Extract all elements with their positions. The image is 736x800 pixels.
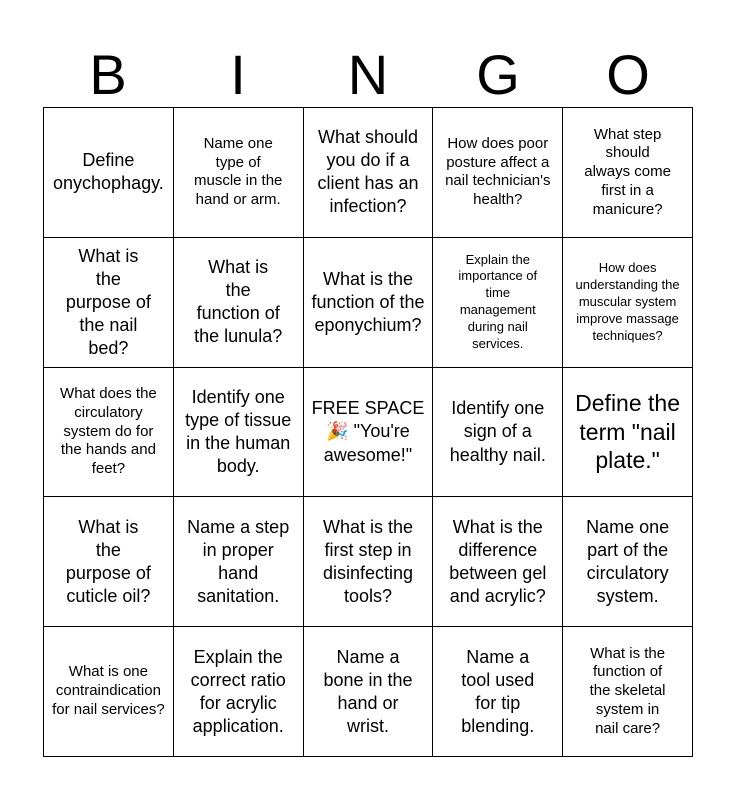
bingo-cell-r3-c1[interactable] <box>44 368 174 498</box>
cell-text: What is the function of the lunula? <box>194 257 283 347</box>
bingo-cell-r4-c5[interactable] <box>563 497 693 627</box>
cell-text: How does poor posture affect a nail technician's health? <box>445 134 551 209</box>
free-space-cell[interactable] <box>304 368 434 498</box>
cell-text: Name a bone in the hand or wrist. <box>323 646 413 736</box>
bingo-cell-r3-c5[interactable] <box>563 368 693 498</box>
cell-text: What step should always come first in a manicure? <box>584 125 671 218</box>
bingo-cell-r1-c3[interactable] <box>304 108 434 238</box>
cell-text: How does understanding the muscular system improve massage techniques? <box>575 259 680 343</box>
bingo-cell-r5-c5[interactable] <box>563 627 693 757</box>
cell-text: What is the first step in disinfecting tools? <box>322 516 414 606</box>
cell-text: Name a tool used for tip blending. <box>461 646 535 736</box>
bingo-cell-r2-c3[interactable] <box>304 238 434 368</box>
cell-text: Name one type of muscle in the hand or arm. <box>194 134 283 209</box>
cell-text: What is one contraindication for nail services? <box>52 663 165 718</box>
header-letter-g: G <box>476 43 520 106</box>
bingo-cell-r4-c4[interactable] <box>433 497 563 627</box>
free-space-text: FREE SPACE 🎉 "You're awesome!" <box>311 398 425 465</box>
bingo-cell-r5-c2[interactable] <box>174 627 304 757</box>
cell-text: Name one part of the circulatory system. <box>586 516 670 606</box>
bingo-header <box>43 44 693 106</box>
header-letter-o: O <box>606 43 650 106</box>
bingo-board <box>43 107 693 757</box>
cell-text: What should you do if a client has an infection? <box>317 127 419 217</box>
cell-text: Identify one type of tissue in the human body. <box>185 386 292 477</box>
bingo-cell-r2-c1[interactable] <box>44 238 174 368</box>
bingo-cell-r1-c1[interactable] <box>44 108 174 238</box>
cell-text: What is the function of the skeletal system in nail care? <box>589 644 666 737</box>
bingo-cell-r3-c2[interactable] <box>174 368 304 498</box>
bingo-cell-r4-c3[interactable] <box>304 497 434 627</box>
header-letter-b: B <box>89 43 127 106</box>
bingo-cell-r1-c5[interactable] <box>563 108 693 238</box>
header-letter-i: I <box>230 43 246 106</box>
cell-text: What is the purpose of cuticle oil? <box>65 516 151 606</box>
cell-text: What does the circulatory system do for the hands and feet? <box>60 385 157 478</box>
bingo-cell-r5-c1[interactable] <box>44 627 174 757</box>
cell-text: What is the difference between gel and acrylic? <box>449 516 547 606</box>
bingo-cell-r4-c2[interactable] <box>174 497 304 627</box>
cell-text: What is the purpose of the nail bed? <box>65 245 151 358</box>
bingo-cell-r2-c5[interactable] <box>563 238 693 368</box>
bingo-cell-r5-c4[interactable] <box>433 627 563 757</box>
bingo-cell-r5-c3[interactable] <box>304 627 434 757</box>
bingo-cell-r2-c2[interactable] <box>174 238 304 368</box>
cell-text: Define the term "nail plate." <box>575 389 681 474</box>
cell-text: Explain the correct ratio for acrylic application. <box>190 646 286 736</box>
cell-text: Explain the importance of time management during nail services. <box>458 251 538 351</box>
bingo-cell-r2-c4[interactable] <box>433 238 563 368</box>
bingo-cell-r1-c4[interactable] <box>433 108 563 238</box>
cell-text: Identify one sign of a healthy nail. <box>449 398 546 465</box>
bingo-cell-r1-c2[interactable] <box>174 108 304 238</box>
bingo-cell-r4-c1[interactable] <box>44 497 174 627</box>
header-letter-n: N <box>347 43 389 106</box>
cell-text: Define onychophagy. <box>53 150 164 194</box>
cell-text: Name a step in proper hand sanitation. <box>187 516 290 606</box>
bingo-cell-r3-c4[interactable] <box>433 368 563 498</box>
cell-text: What is the function of the eponychium? <box>311 268 425 335</box>
